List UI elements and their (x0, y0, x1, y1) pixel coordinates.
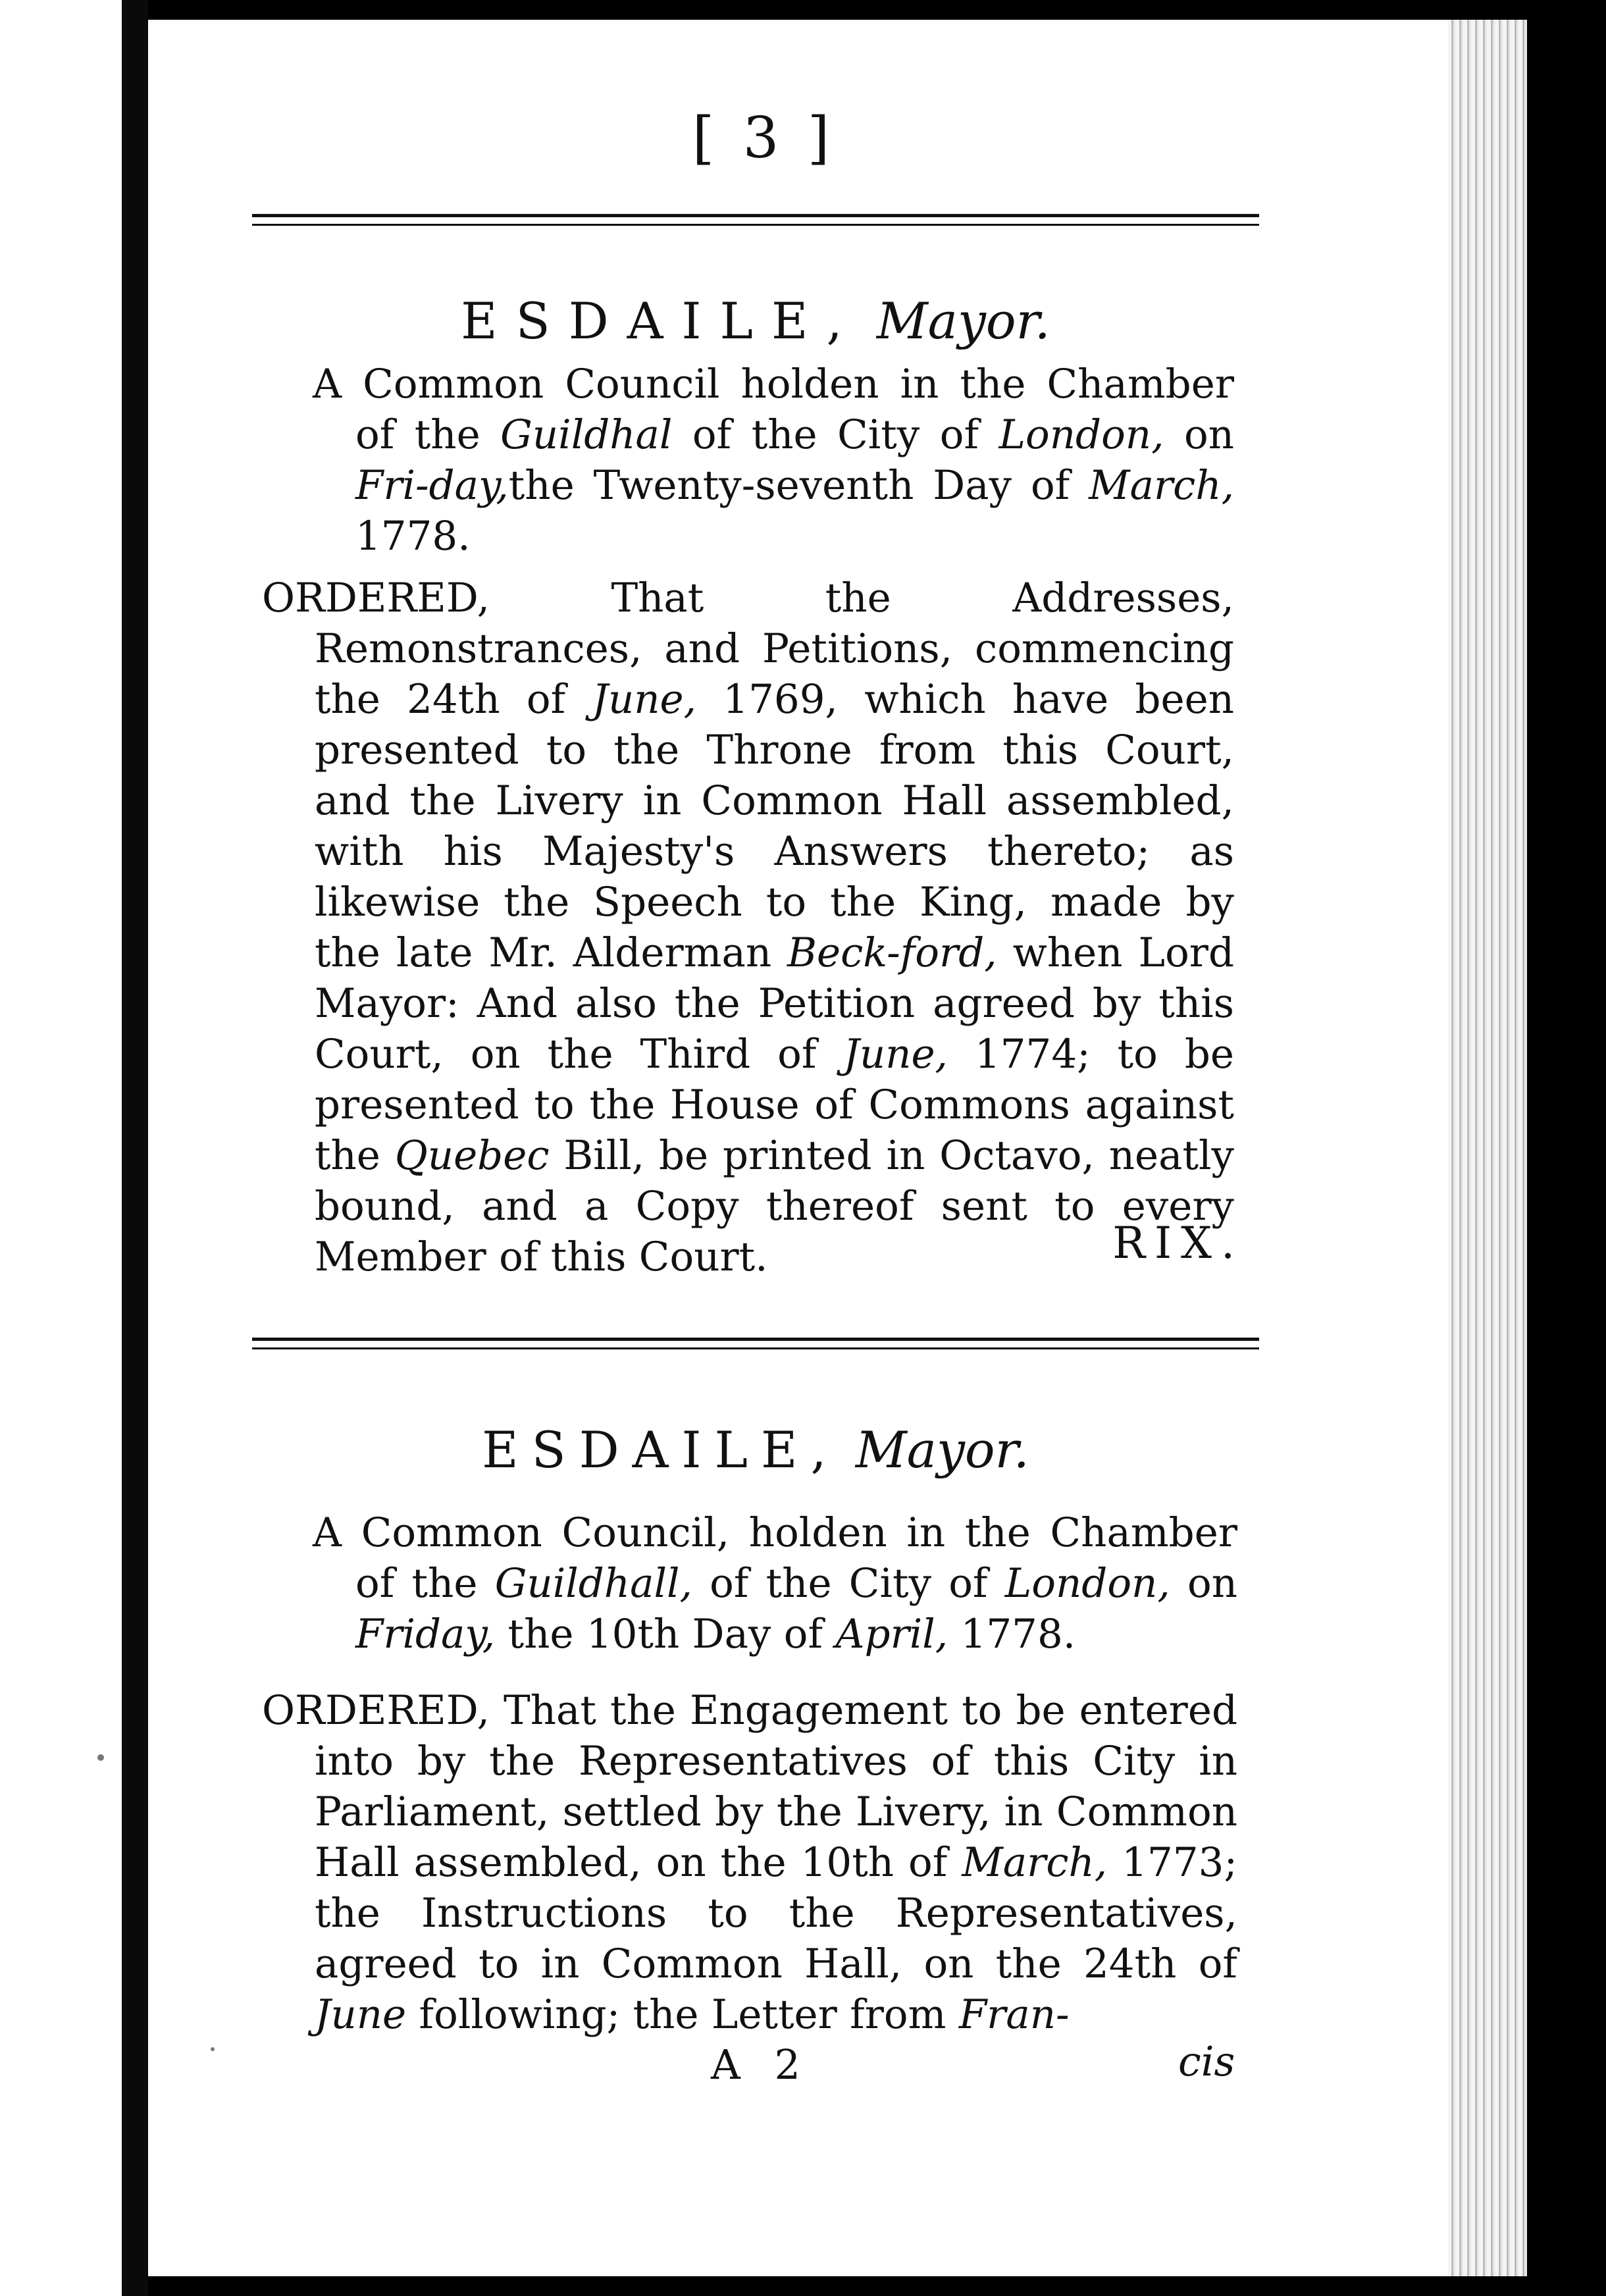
friday-italic: Fri-day, (355, 462, 509, 509)
march-italic: March, (1089, 462, 1234, 509)
order-text: 1769, which have been presented to the Throne from this Court, and the Livery in Common Hall assembled, with his Majesty's Answers thereto; as likewise the Speech to the King, made by the late Mr. Alderman (315, 676, 1234, 976)
scan-background (1527, 0, 1606, 2296)
mayor-title: Mayor. (876, 292, 1050, 350)
order-text: when Lord Mayor: And also the Petition agreed by this Court, on the Third of (315, 929, 1235, 1078)
london-italic: London, (998, 411, 1164, 458)
quebec-italic: Quebec (394, 1132, 550, 1179)
intro-text: A Common Council, holden in the Chamber of the (313, 1509, 1237, 1607)
mayor-name: ESDAILE, (482, 1421, 840, 1479)
page-number: [ 3 ] (692, 105, 835, 171)
june-italic: June (315, 1991, 407, 2038)
june-italic: June, (843, 1031, 948, 1078)
intro-text: the 10th Day of (495, 1611, 836, 1657)
beckford-italic: Beck-ford, (787, 929, 997, 976)
paper-speck (97, 1754, 104, 1761)
francis-italic: Fran- (958, 1991, 1070, 2038)
april-italic: April, (835, 1611, 948, 1657)
intro-text: of the City of (672, 411, 999, 458)
intro-text: 1778. (948, 1611, 1076, 1657)
section1-order (262, 573, 1234, 1282)
printer-signature-mark: A 2 (711, 2041, 811, 2089)
mayor-name: ESDAILE, (461, 292, 861, 350)
facing-page-edge (0, 0, 122, 2296)
intro-text: the Twenty-seventh Day of (508, 462, 1089, 509)
intro-text: A Common Council holden in the Chamber of the (313, 361, 1234, 458)
section2-heading (252, 1421, 1259, 1479)
double-rule-top (252, 214, 1259, 226)
london-italic: London, (1004, 1560, 1170, 1607)
section1-intro (313, 359, 1234, 561)
friday-italic: Friday, (355, 1611, 496, 1657)
order-text: That the Addresses, Remonstrances, and Petitions, commencing the 24th of (315, 575, 1234, 723)
book-gutter (122, 0, 148, 2296)
guildhall-italic: Guildhall, (494, 1560, 692, 1607)
march-italic: March, (962, 1839, 1108, 1886)
order-text: Bill, be printed in Octavo, neatly bound, and a Copy thereof sent to every Member of this Court. (315, 1132, 1234, 1280)
catchword: cis (1178, 2037, 1235, 2085)
june-italic: June, (592, 676, 697, 723)
guildhall-italic: Guildhal (500, 411, 673, 458)
ordered-word: ORDERED, (262, 575, 490, 621)
ordered-word: ORDERED, (262, 1687, 490, 1734)
order-text: 1773; the Instructions to the Representatives, agreed to in Common Hall, on the 24th of (315, 1839, 1237, 1987)
intro-text: on (1164, 411, 1234, 458)
page-fore-edge (1448, 20, 1527, 2276)
double-rule-middle (252, 1338, 1259, 1349)
section1-heading (252, 292, 1259, 350)
mayor-title: Mayor. (855, 1421, 1029, 1479)
order-text: 1774; to be presented to the House of Commons against the (315, 1031, 1234, 1179)
clerk-signature: RIX. (1112, 1218, 1244, 1268)
order-text: That the Engagement to be entered into by the Representatives of this City in Parliament, settled by the Livery, in Common Hall assembled, on the 10th of (315, 1687, 1237, 1886)
intro-text: on (1170, 1560, 1237, 1607)
intro-text: 1778. (355, 513, 471, 560)
section2-intro (313, 1507, 1237, 1659)
paper-speck (211, 2047, 215, 2051)
intro-text: of the City of (692, 1560, 1005, 1607)
order-text: following; the Letter from (406, 1991, 959, 2038)
section2-order (262, 1685, 1237, 2040)
